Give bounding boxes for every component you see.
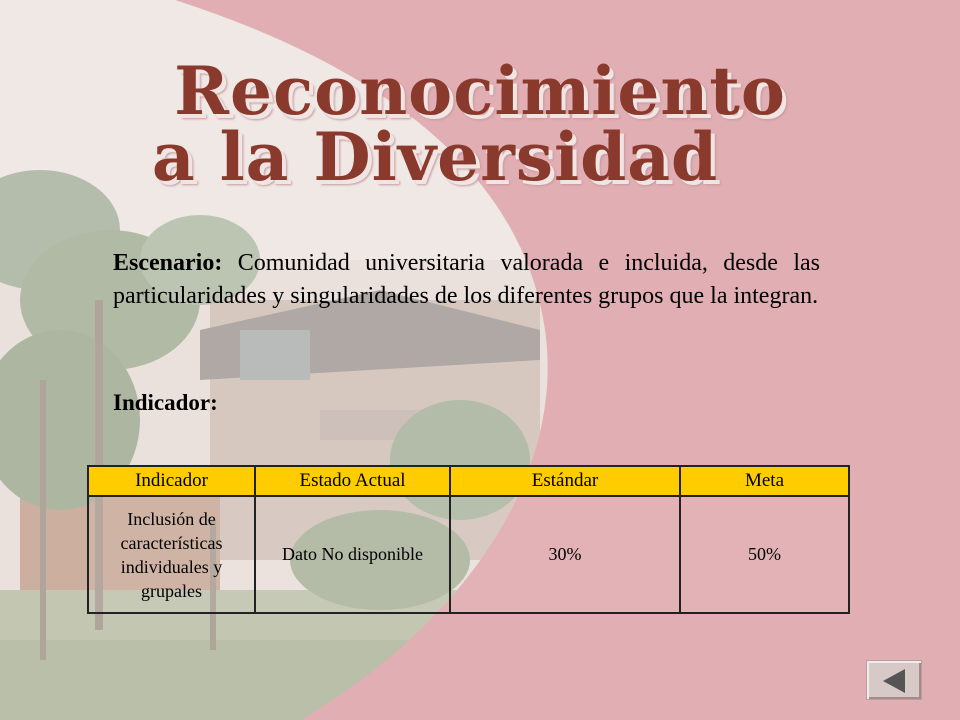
header-estandar: Estándar	[450, 466, 680, 496]
indicator-label: Indicador:	[113, 390, 218, 415]
scenario-text: Comunidad universitaria valorada e incluida, desde las particularidades y singularidades de los diferentes grupos que la integran.	[113, 250, 820, 309]
title-line-1: Reconocimiento	[174, 52, 786, 130]
cell-estado-actual: Dato No disponible	[255, 496, 450, 613]
cell-estandar: 30%	[450, 496, 680, 613]
cell-indicador: Inclusión de características individuales y grupales	[88, 496, 255, 613]
scenario-label: Escenario:	[113, 250, 223, 276]
title-line-2: a la Diversidad	[151, 118, 719, 196]
back-button[interactable]	[866, 660, 922, 700]
table-row	[88, 496, 849, 613]
slide-title	[0, 52, 960, 196]
triangle-left-icon	[867, 661, 923, 701]
cell-meta: 50%	[680, 496, 849, 613]
header-meta: Meta	[680, 466, 849, 496]
header-indicador: Indicador	[88, 466, 255, 496]
header-estado-actual: Estado Actual	[255, 466, 450, 496]
table-header-row	[88, 466, 849, 496]
scenario-paragraph	[113, 247, 820, 313]
indicator-table	[87, 465, 850, 614]
